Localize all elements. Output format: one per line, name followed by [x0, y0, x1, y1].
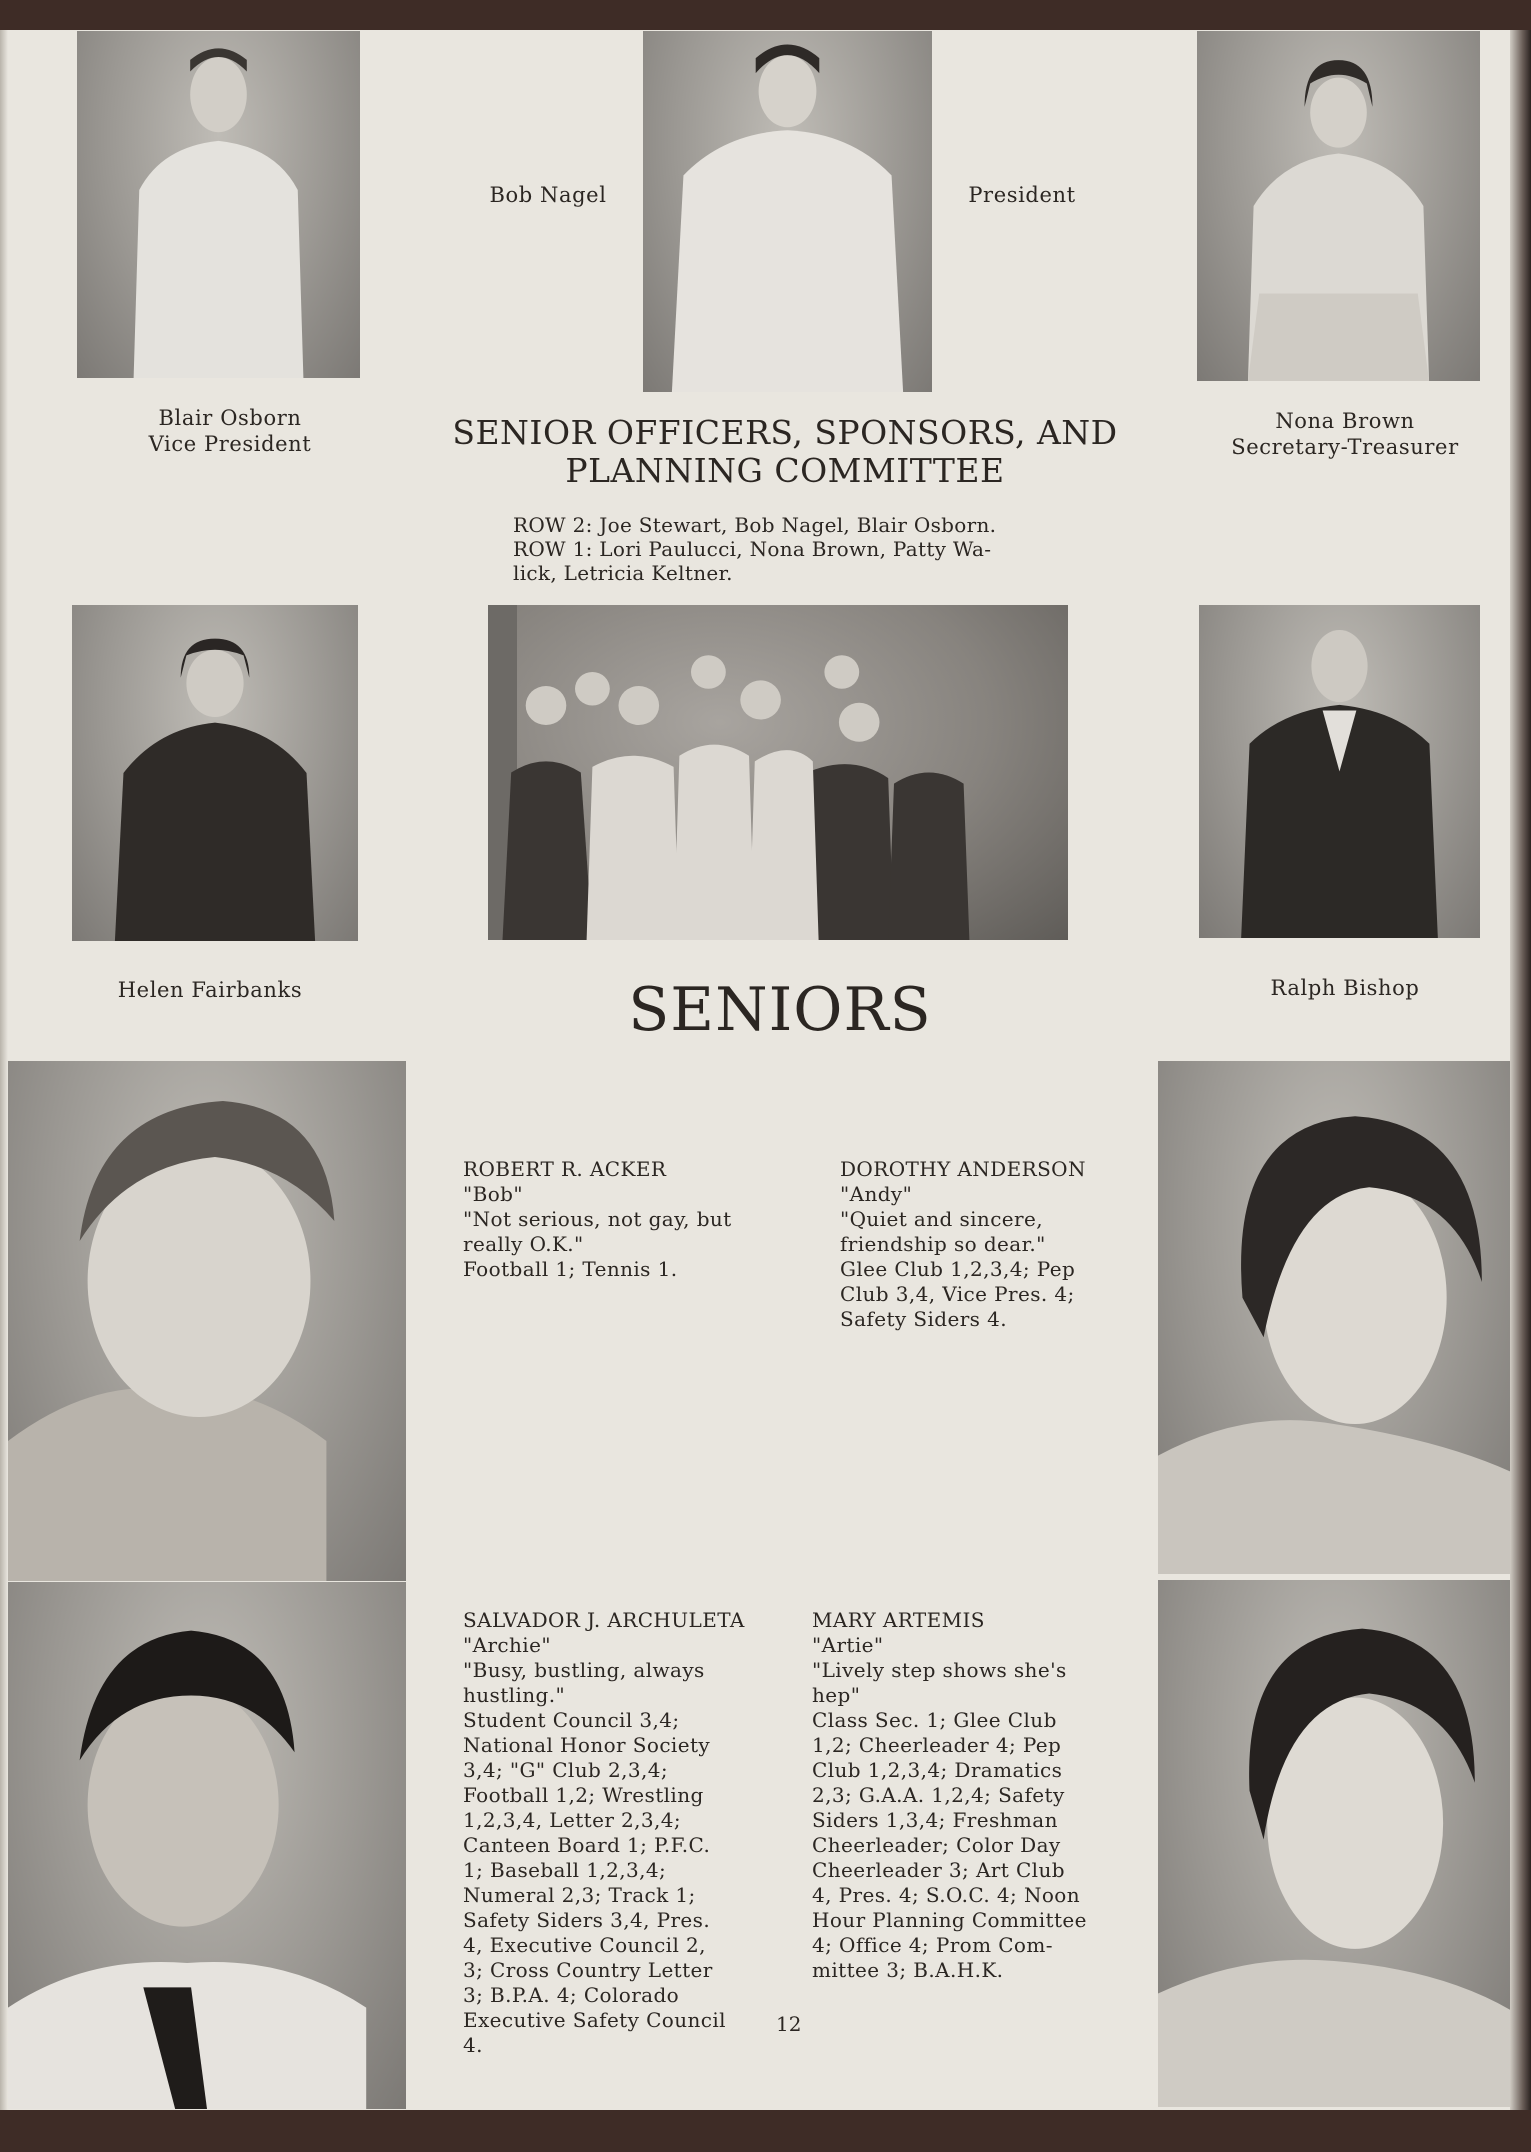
photo-vice-president	[77, 31, 360, 378]
bottom-border	[0, 2110, 1531, 2152]
bio-line: mittee 3; B.A.H.K.	[812, 1958, 1004, 1982]
bio-line: Glee Club 1,2,3,4; Pep	[840, 1257, 1076, 1281]
bio-line: friendship so dear."	[840, 1232, 1046, 1256]
bio-line: Football 1,2; Wrestling	[463, 1783, 704, 1807]
bio-line: "Quiet and sincere,	[840, 1207, 1044, 1231]
bio-line: Numeral 2,3; Track 1;	[463, 1883, 696, 1907]
bio-line: Cheerleader 3; Art Club	[812, 1858, 1065, 1882]
committee-title	[425, 414, 1145, 490]
right-page-edge	[1510, 30, 1531, 2110]
left-page-edge	[0, 30, 8, 2110]
bio-line: "Busy, bustling, always	[463, 1658, 705, 1682]
bio-line: Executive Safety Council	[463, 2008, 726, 2032]
bio-salvador-archuleta	[463, 1608, 745, 2058]
bio-line: 3; B.P.A. 4; Colorado	[463, 1983, 680, 2007]
bio-line: Student Council 3,4;	[463, 1708, 680, 1732]
officer-name: Nona Brown	[1275, 409, 1415, 433]
caption-blair-osborn	[120, 405, 340, 457]
photo-planning-committee-group	[488, 605, 1068, 940]
bio-mary-artemis	[812, 1608, 1087, 1983]
bio-line: Class Sec. 1; Glee Club	[812, 1708, 1057, 1732]
bio-line: National Honor Society	[463, 1733, 711, 1757]
bio-line: 1,2,3,4, Letter 2,3,4;	[463, 1808, 682, 1832]
bio-line: Siders 1,3,4; Freshman	[812, 1808, 1058, 1832]
bio-line: 2,3; G.A.A. 1,2,4; Safety	[812, 1783, 1065, 1807]
bio-line: 4.	[463, 2033, 483, 2057]
committee-row-line: lick, Letricia Keltner.	[513, 561, 733, 585]
bio-line: 1,2; Cheerleader 4; Pep	[812, 1733, 1062, 1757]
caption-nona-brown	[1215, 408, 1475, 460]
bio-line: really O.K."	[463, 1232, 584, 1256]
bio-line: Club 1,2,3,4; Dramatics	[812, 1758, 1063, 1782]
bio-line: Cheerleader; Color Day	[812, 1833, 1061, 1857]
bio-line: Safety Siders 3,4, Pres.	[463, 1908, 711, 1932]
committee-row-line: ROW 1: Lori Paulucci, Nona Brown, Patty Wa-	[513, 537, 992, 561]
portrait-salvador-archuleta	[8, 1582, 406, 2109]
portrait-dorothy-anderson	[1158, 1061, 1510, 1574]
committee-title-line2: PLANNING COMMITTEE	[565, 451, 1005, 490]
page-number: 12	[776, 2012, 802, 2036]
photo-secretary-treasurer	[1197, 31, 1480, 381]
committee-title-line1: SENIOR OFFICERS, SPONSORS, AND	[452, 413, 1118, 452]
bio-line: Canteen Board 1; P.F.C.	[463, 1833, 711, 1857]
label-bob-nagel: Bob Nagel	[489, 183, 607, 207]
committee-row-line: ROW 2: Joe Stewart, Bob Nagel, Blair Osborn.	[513, 513, 997, 537]
committee-rows	[513, 513, 996, 585]
portrait-mary-artemis	[1158, 1580, 1510, 2107]
bio-line: 4, Executive Council 2,	[463, 1933, 706, 1957]
top-border	[0, 0, 1531, 30]
bio-line: "Andy"	[840, 1182, 913, 1206]
photo-helen-fairbanks	[72, 605, 358, 941]
bio-robert-acker	[463, 1157, 732, 1282]
bio-line: 1; Baseball 1,2,3,4;	[463, 1858, 667, 1882]
bio-line: hustling."	[463, 1683, 566, 1707]
bio-line: 3,4; "G" Club 2,3,4;	[463, 1758, 669, 1782]
section-title-seniors: SENIORS	[628, 975, 932, 1045]
officer-role: Secretary-Treasurer	[1231, 435, 1459, 459]
bio-line: "Archie"	[463, 1633, 551, 1657]
label-president: President	[968, 183, 1076, 207]
bio-line: SALVADOR J. ARCHULETA	[463, 1608, 745, 1632]
bio-line: MARY ARTEMIS	[812, 1608, 985, 1632]
photo-president	[643, 31, 932, 392]
caption-ralph-bishop: Ralph Bishop	[1270, 976, 1420, 1000]
bio-line: 3; Cross Country Letter	[463, 1958, 713, 1982]
bio-line: 4, Pres. 4; S.O.C. 4; Noon	[812, 1883, 1081, 1907]
bio-line: "Artie"	[812, 1633, 884, 1657]
bio-line: "Not serious, not gay, but	[463, 1207, 732, 1231]
bio-line: Safety Siders 4.	[840, 1307, 1007, 1331]
officer-name: Blair Osborn	[158, 406, 302, 430]
bio-line: "Bob"	[463, 1182, 523, 1206]
bio-line: ROBERT R. ACKER	[463, 1157, 667, 1181]
bio-line: Hour Planning Committee	[812, 1908, 1087, 1932]
bio-dorothy-anderson	[840, 1157, 1086, 1332]
bio-line: 4; Office 4; Prom Com-	[812, 1933, 1053, 1957]
photo-ralph-bishop	[1199, 605, 1480, 938]
bio-line: "Lively step shows she's	[812, 1658, 1067, 1682]
bio-line: DOROTHY ANDERSON	[840, 1157, 1086, 1181]
bio-line: Football 1; Tennis 1.	[463, 1257, 678, 1281]
bio-line: hep"	[812, 1683, 861, 1707]
officer-role: Vice President	[148, 432, 312, 456]
bio-line: Club 3,4, Vice Pres. 4;	[840, 1282, 1075, 1306]
caption-helen-fairbanks: Helen Fairbanks	[117, 978, 303, 1002]
portrait-robert-acker	[8, 1061, 406, 1581]
